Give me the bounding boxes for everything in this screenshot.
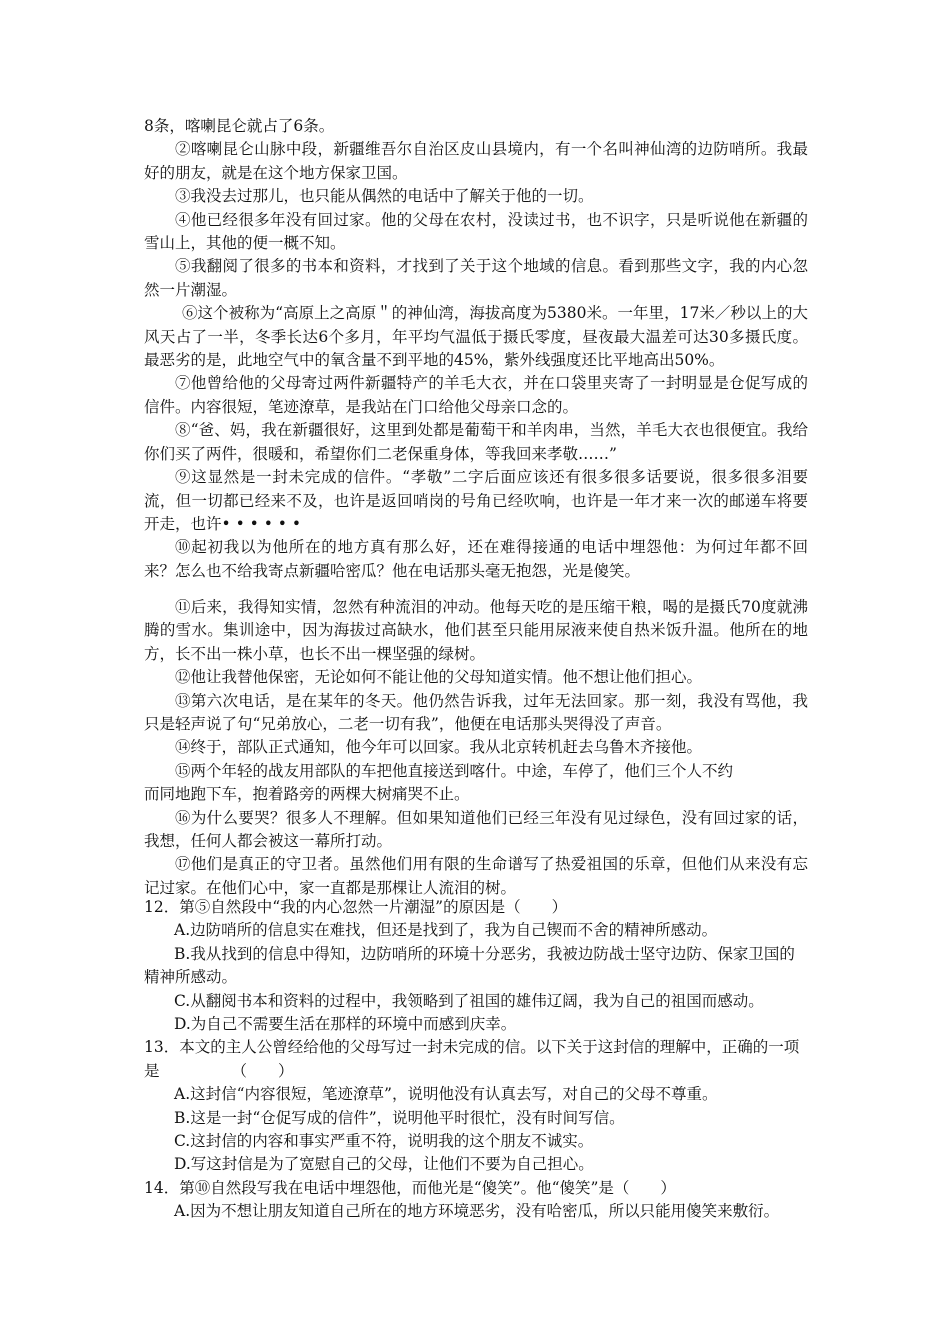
passage-paragraph: ③我没去过那儿，也只能从偶然的电话中了解关于他的一切。 (175, 187, 594, 206)
question-13-stem-text: 13．本文的主人公曾经给他的父母写过一封未完成的信。以下关于这封信的理解中，正确的一项是 (144, 1038, 800, 1080)
question-13-option-a: A.这封信“内容很短，笔迹潦草”，说明他没有认真去写，对自己的父母不尊重。 (174, 1085, 718, 1104)
passage-paragraph: ⑮两个年轻的战友用部队的车把他直接送到喀什。中途，车停了，他们三个人不约 (175, 761, 734, 780)
questions-section (144, 896, 808, 1224)
question-12-option-b: B.我从找到的信息中得知，边防哨所的环境十分恶劣，我被边防战士坚守边防、保家卫国的精神所感动。 (144, 944, 795, 987)
question-14-stem: 14．第⑩自然段写我在电话中埋怨他，而他光是“傻笑”。他“傻笑”是（ ） (144, 1178, 676, 1197)
question-12-stem: 12．第⑤自然段中“我的内心忽然一片潮湿”的原因是（ ） (144, 898, 568, 916)
question-13-option-d: D.写这封信是为了宽慰自己的父母，让他们不要为自己担心。 (174, 1155, 594, 1174)
passage-paragraph: ⑭终于，部队正式通知，他今年可以回家。我从北京转机赶去乌鲁木齐接他。 (175, 738, 703, 757)
question-13-stem (144, 1036, 808, 1083)
question-13-option-c: C.这封信的内容和事实严重不符，说明我的这个朋友不诚实。 (174, 1132, 594, 1151)
question-12-option-a: A.边防哨所的信息实在难找，但还是找到了，我为自己锲而不舍的精神所感动。 (174, 921, 718, 940)
passage-lower (144, 596, 808, 900)
passage-paragraph: 8条，喀喇昆仑就占了6条。 (144, 117, 335, 135)
question-12-option-d: D.为自己不需要生活在那样的环境中而感到庆幸。 (174, 1015, 517, 1034)
passage-paragraph: ②喀喇昆仑山脉中段，新疆维吾尔自治区皮山县境内，有一个名叫神仙湾的边防哨所。我最好的朋友，就是在这个地方保家卫国。 (144, 140, 808, 182)
question-13-option-b: B.这是一封“仓促写成的信件”，说明他平时很忙，没有时间写信。 (174, 1108, 625, 1127)
question-14-option-a: A.因为不想让朋友知道自己所在的地方环境恶劣，没有哈密瓜，所以只能用傻笑来敷衍。 (174, 1202, 780, 1221)
passage-paragraph: ⑩起初我以为他所在的地方真有那么好，还在难得接通的电话中埋怨他：为何过年都不回来？怎么也不给我寄点新疆哈密瓜？他在电话那头毫无抱怨，光是傻笑。 (144, 538, 808, 580)
passage-paragraph: ⑰他们是真正的守卫者。虽然他们用有限的生命谱写了热爱祖国的乐章，但他们从来没有忘记过家。在他们心中，家一直都是那棵让人流泪的树。 (144, 855, 808, 897)
question-12-option-c: C.从翻阅书本和资料的过程中，我领略到了祖国的雄伟辽阔，我为自己的祖国而感动。 (174, 991, 764, 1010)
passage-paragraph: ⑯为什么要哭？很多人不理解。但如果知道他们已经三年没有见过绿色，没有回过家的话，我想，任何人都会被这一幕所打动。 (144, 808, 808, 851)
passage-paragraph: ⑪后来，我得知实情，忽然有种流泪的冲动。他每天吃的是压缩干粮，喝的是摄氏70度就沸腾的雪水。集训途中，因为海拔过高缺水，他们甚至只能用尿液来使自热米饭升温。他所在的地方，长不出一株小草，也长不出一棵坚强的绿树。 (144, 598, 808, 663)
passage-paragraph: ⑫他让我替他保密，无论如何不能让他的父母知道实情。他不想让他们担心。 (175, 668, 703, 687)
passage-paragraph: ⑧“爸、妈，我在新疆很好，这里到处都是葡萄干和羊肉串，当然，羊毛大衣也很便宜。我给你们买了两件，很暖和，希望你们二老保重身体，等我回来孝敬……” (144, 421, 808, 463)
passage-paragraph: ⑤我翻阅了很多的书本和资料，才找到了关于这个地域的信息。看到那些文字，我的内心忽然一片潮湿。 (144, 257, 808, 299)
passage-paragraph: 而同地跑下车，抱着路旁的两棵大树痛哭不止。 (144, 785, 470, 804)
passage-upper (144, 115, 808, 583)
passage-paragraph: ⑥这个被称为“高原上之高原＂的神仙湾，海拔高度为5380米。一年里，17米／秒以上的大风天占了一半，冬季长达6个多月，年平均气温低于摄氏零度，昼夜最大温差可达30多摄氏度。最恶劣的是，此地空气中的氧含量不到平地的45%，紫外线强度还比平地高出50%。 (144, 304, 808, 370)
passage-paragraph: ⑬第六次电话，是在某年的冬天。他仍然告诉我，过年无法回家。那一刻，我没有骂他，我只是轻声说了句“兄弟放心，二老一切有我”，他便在电话那头哭得没了声音。 (144, 691, 808, 734)
passage-paragraph: ⑨这显然是一封未完成的信件。“孝敬”二字后面应该还有很多很多话要说，很多很多泪要流，但一切都已经来不及，也许是返回哨岗的号角已经吹响，也许是一年才来一次的邮递车将要开走，也许• • • • • • (144, 468, 808, 533)
passage-paragraph: ⑦他曾给他的父母寄过两件新疆特产的羊毛大衣，并在口袋里夹寄了一封明显是仓促写成的信件。内容很短，笔迹潦草，是我站在门口给他父母亲口念的。 (144, 374, 808, 416)
passage-paragraph: ④他已经很多年没有回过家。他的父母在农村，没读过书，也不识字，只是听说他在新疆的雪山上，其他的便一概不知。 (144, 210, 808, 253)
question-13-answer-blank: （ ） (231, 1061, 294, 1080)
